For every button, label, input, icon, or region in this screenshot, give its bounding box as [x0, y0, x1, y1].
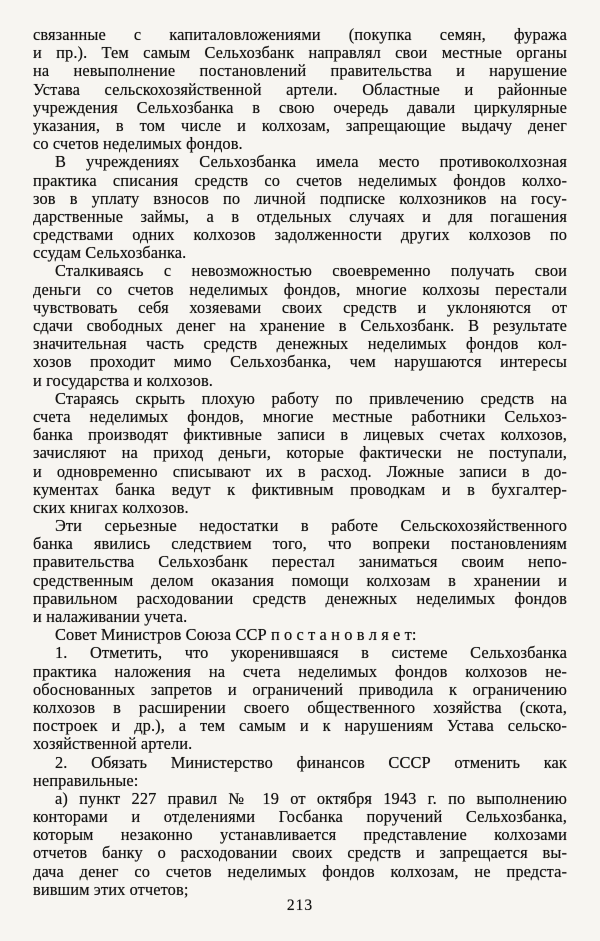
text-line: конторами и отделениями Госбанка поручений Сельхозбанка, [33, 808, 567, 827]
text-line: Устава сельскохозяйственной артели. Областные и районные [33, 80, 567, 99]
text-line: правительства Сельхозбанк перестал заниматься своим непо- [33, 553, 567, 572]
text-line: правильном расходовании средств денежных неделимых фондов [33, 589, 567, 608]
text-line: хозов проходит мимо Сельхозбанка, чем нарушаются интересы [33, 353, 567, 372]
text-line: и одновременно списывают их в расход. Ложные записи в до- [33, 462, 567, 481]
text-line: дарственные займы, а в отдельных случаях и для погашения [33, 207, 567, 226]
text-line: кументах банка ведут к фиктивным проводкам и в бухгалтер- [33, 480, 567, 499]
text-line: 2. Обязать Министерство финансов СССР отменить как [55, 753, 567, 772]
text-line: Сталкиваясь с невозможностью своевременно получать свои [55, 262, 567, 281]
text-line: Совет Министров Союза ССР п о с т а н о в л я е т: [55, 626, 417, 645]
text-line: средственным делом оказания помощи колхозам в хранении и [33, 571, 567, 590]
text-line: которым незаконно устанавливается представление колхозами [33, 826, 567, 845]
text-line: колхозов в расширении своего общественного хозяйства (скота, [33, 698, 567, 717]
text-line: банка производят фиктивные записи в лицевых счетах колхозов, [33, 426, 567, 445]
text-line: Стараясь скрыть плохую работу по привлечению средств на [55, 389, 567, 408]
text-line: и государства и колхозов. [33, 371, 213, 390]
text-line: хозяйственной артели. [33, 735, 193, 754]
text-line: чувствовать себя хозяевами своих средств и уклоняются от [33, 298, 567, 317]
text-line: значительная часть средств денежных неделимых фондов кол- [33, 335, 567, 354]
text-line: сдачи свободных денег на хранение в Сельхозбанк. В результате [33, 317, 567, 335]
text-line: указания, в том числе и колхозам, запрещающие выдачу денег [33, 116, 567, 135]
text-line: счета неделимых фондов, многие местные работники Сельхоз- [33, 407, 567, 426]
text-line: вившим этих отчетов; [33, 880, 189, 899]
text-line: В учреждениях Сельхозбанка имела место противоколхозная [55, 153, 567, 172]
text-line: дача денег со счетов неделимых фондов колхозам, не предста- [33, 862, 567, 881]
text-line: банка явились следствием того, что вопреки постановлениям [33, 535, 567, 554]
text-line: практика наложения на счета неделимых фондов колхозов не- [33, 662, 567, 681]
text-line: ских книгах колхозов. [33, 498, 189, 517]
page-number: 213 [286, 897, 314, 914]
text-line: построек и др.), а тем самым и к нарушениям Устава сельско- [33, 717, 567, 736]
text-line: неправильные: [33, 771, 139, 790]
text-line: Эти серьезные недостатки в работе Сельскохозяйственного [55, 517, 567, 536]
document-body [33, 26, 567, 899]
text-line: учреждения Сельхозбанка в свою очередь давали циркулярные [33, 98, 567, 117]
text-line: ссудам Сельхозбанка. [33, 244, 187, 263]
text-line: связанные с капиталовложениями (покупка семян, фуража [33, 26, 567, 44]
text-line: отчетов банку о расходовании своих средств и запрещается вы- [33, 844, 567, 863]
text-line: и пр.). Тем самым Сельхозбанк направлял свои местные органы [33, 44, 567, 63]
text-line: практика списания средств со счетов неделимых фондов колхо- [33, 171, 567, 190]
text-line: зов в уплату взносов по личной подписке колхозников на госу- [33, 189, 567, 208]
text-line: и налаживании учета. [33, 608, 188, 626]
text-line: на невыполнение постановлений правительства и нарушение [33, 62, 567, 81]
text-line: 1. Отметить, что укоренившаяся в системе Сельхозбанка [55, 644, 567, 663]
text-line: деньги со счетов неделимых фондов, многие колхозы перестали [33, 280, 567, 299]
text-line: зачисляют на приход деньги, которые фактически не поступали, [33, 444, 567, 463]
text-line: обоснованных запретов и ограничений приводила к ограничению [33, 680, 567, 699]
text-line: средствами одних колхозов задолженности других колхозов по [33, 226, 567, 245]
text-line: а) пункт 227 правил № 19 от октября 1943 г. по выполнению [55, 789, 567, 808]
text-line: со счетов неделимых фондов. [33, 135, 243, 154]
